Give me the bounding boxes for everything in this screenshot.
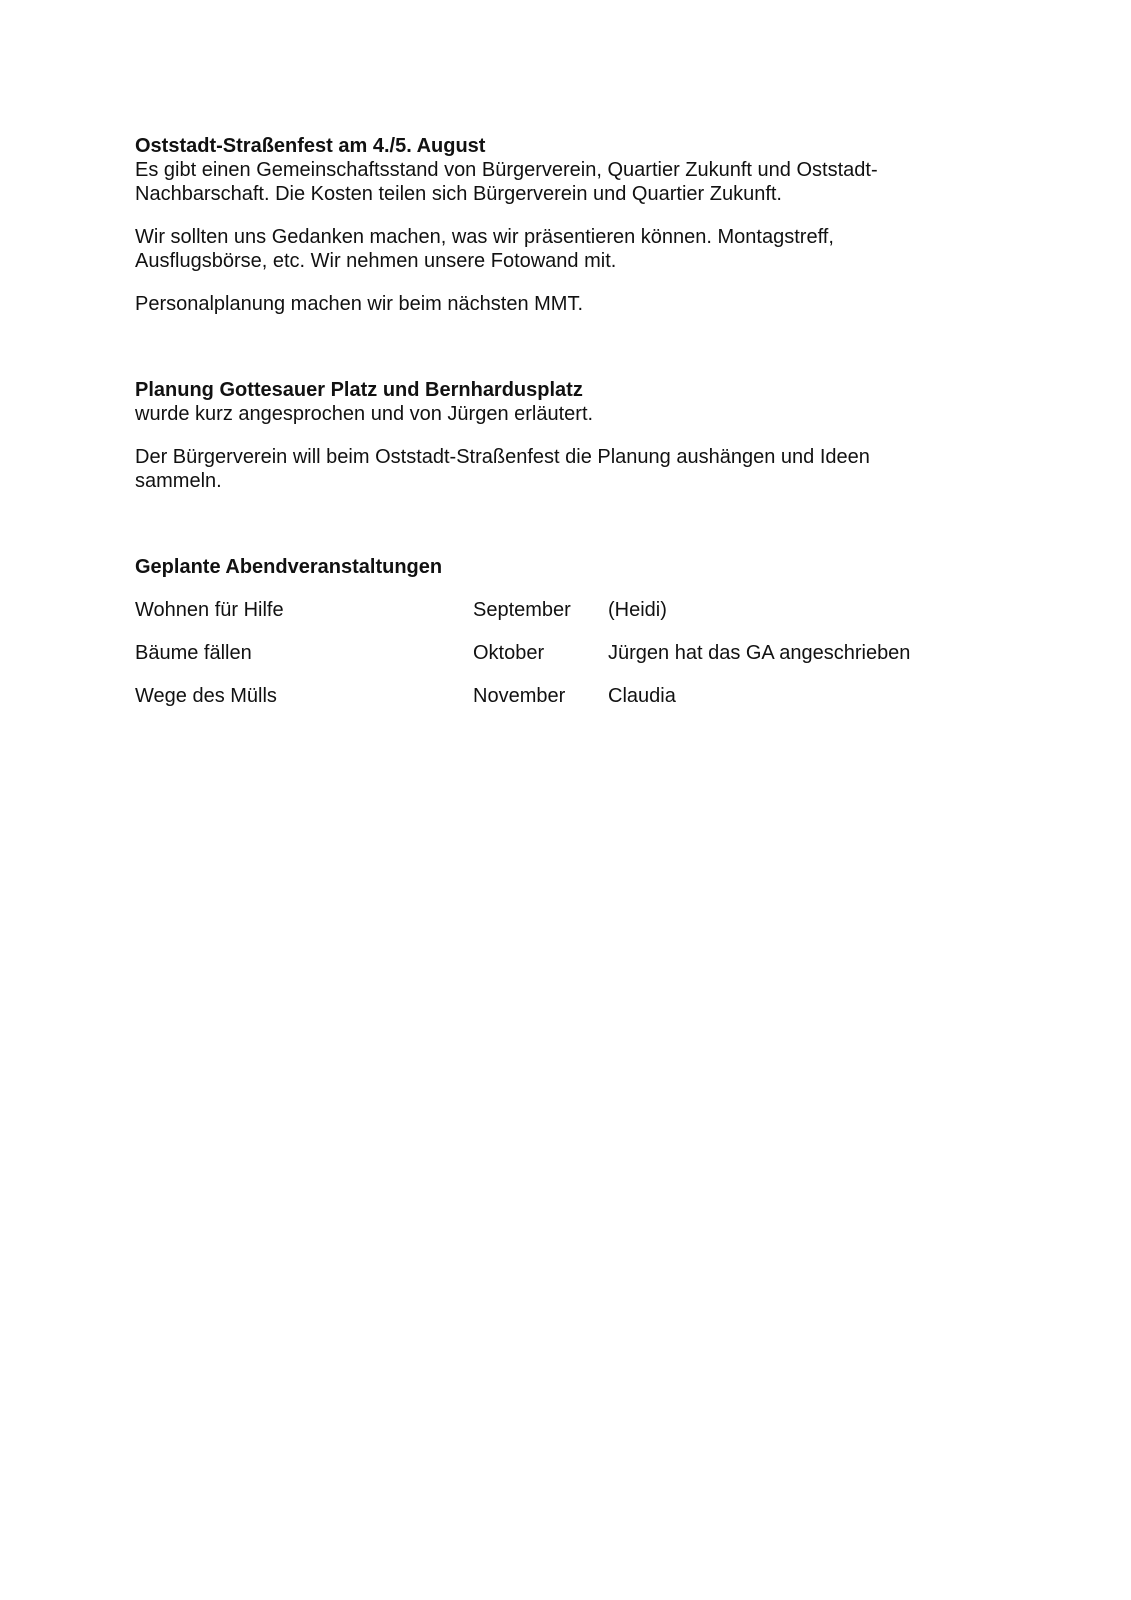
table-row	[135, 641, 995, 684]
event-note: Jürgen hat das GA angeschrieben	[608, 642, 911, 664]
paragraph: Wir sollten uns Gedanken machen, was wir präsentieren können. Montagstreff, Ausflugsbörse, etc. Wir nehmen unsere Fotowand mit.	[135, 226, 834, 272]
document-content	[135, 134, 995, 727]
paragraph: wurde kurz angesprochen und von Jürgen erläutert.	[135, 403, 594, 425]
event-note: (Heidi)	[608, 599, 667, 621]
paragraph: Der Bürgerverein will beim Oststadt-Straßenfest die Planung aushängen und Ideen sammeln.	[135, 446, 870, 492]
event-note: Claudia	[608, 685, 676, 707]
table-row	[135, 684, 995, 727]
section-heading: Geplante Abendveranstaltungen	[135, 556, 443, 578]
paragraph: Es gibt einen Gemeinschaftsstand von Bürgerverein, Quartier Zukunft und Oststadt-Nachbarschaft. Die Kosten teilen sich Bürgerverein und Quartier Zukunft.	[135, 159, 878, 205]
event-topic: Bäume fällen	[135, 642, 252, 664]
event-month: September	[473, 599, 571, 621]
section-planung	[135, 378, 995, 493]
section-abendveranstaltungen	[135, 555, 995, 727]
event-topic: Wohnen für Hilfe	[135, 599, 284, 621]
table-row	[135, 598, 995, 641]
paragraph: Personalplanung machen wir beim nächsten MMT.	[135, 293, 583, 315]
events-table	[135, 598, 995, 727]
event-month: Oktober	[473, 642, 545, 664]
section-heading: Oststadt-Straßenfest am 4./5. August	[135, 135, 486, 157]
event-topic: Wege des Mülls	[135, 685, 277, 707]
section-heading: Planung Gottesauer Platz und Bernhardusplatz	[135, 379, 583, 401]
section-strassenfest	[135, 134, 995, 316]
event-month: November	[473, 685, 566, 707]
